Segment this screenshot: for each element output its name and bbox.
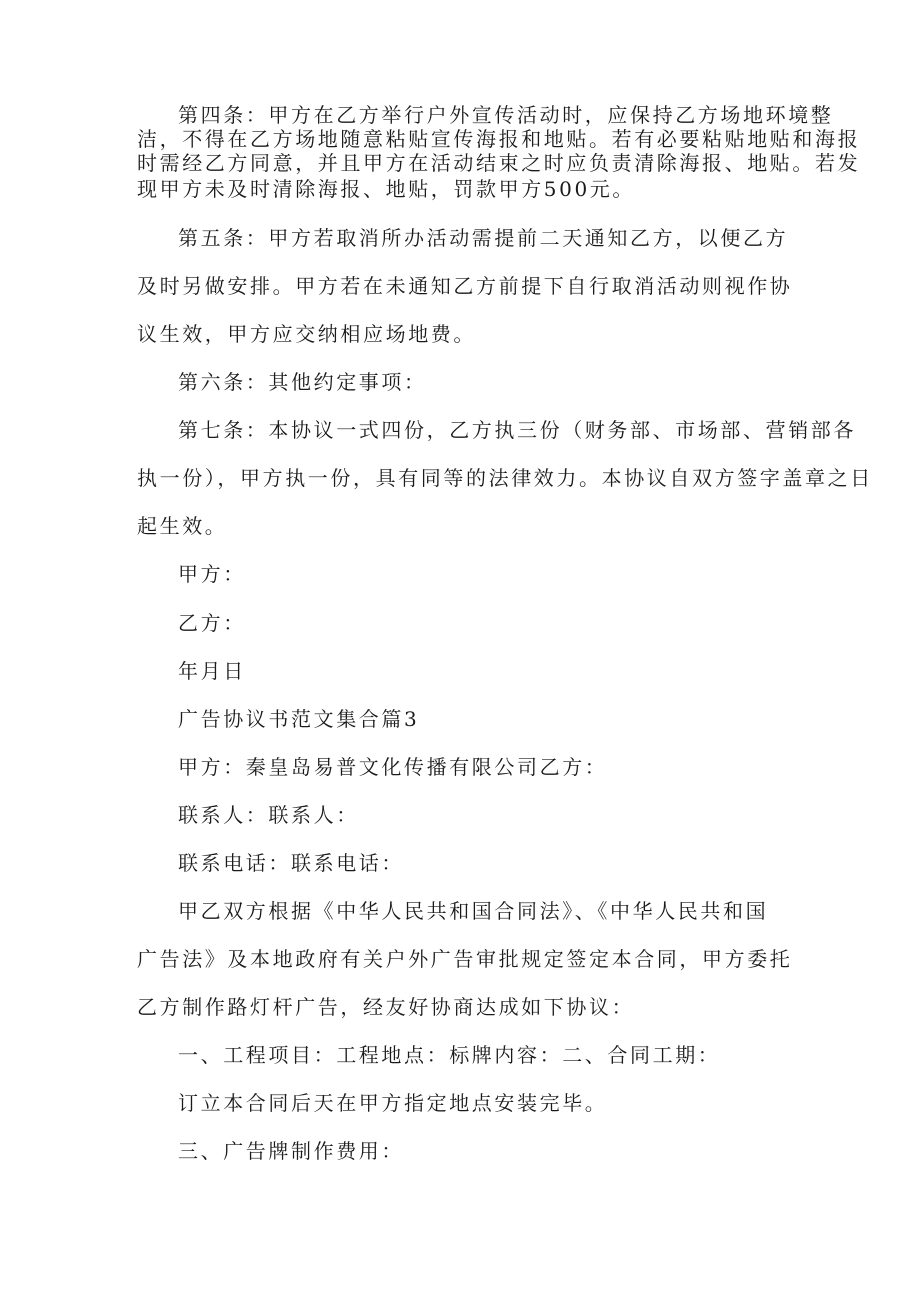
signature-date: 年月日 [178,659,246,683]
paragraph-line: 现甲方未及时清除海报、地贴，罚款甲方500元。 [137,177,635,201]
paragraph-line: 广告法》及本地政府有关户外广告审批规定签定本合同，甲方委托 [137,947,793,971]
contact-phone-line: 联系电话：联系电话： [178,851,404,875]
paragraph-line: 执一份），甲方执一份，具有同等的法律效力。本协议自双方签字盖章之日 [137,466,873,490]
paragraph-line: 第六条：其他约定事项： [178,370,427,394]
paragraph-line: 起生效。 [137,514,228,538]
paragraph-line: 第七条：本协议一式四份，乙方执三份（财务部、市场部、营销部各 [178,418,856,442]
paragraph-line: 第五条：甲方若取消所办活动需提前二天通知乙方，以便乙方 [178,226,789,250]
contact-person-line: 联系人：联系人： [178,803,359,827]
paragraph-line: 订立本合同后天在甲方指定地点安装完毕。 [178,1091,608,1115]
signature-party-a: 甲方： [178,562,246,586]
paragraph-line: 甲乙双方根据《中华人民共和国合同法》、《中华人民共和国 [178,899,769,923]
paragraph-line: 时需经乙方同意，并且甲方在活动结束之时应负责清除海报、地贴。若发 [137,151,861,175]
paragraph-line: 乙方制作路灯杆广告，经友好协商达成如下协议： [137,995,635,1019]
paragraph-line: 及时另做安排。甲方若在未通知乙方前提下自行取消活动则视作协 [137,274,793,298]
section-title: 广告协议书范文集合篇3 [178,707,420,731]
party-a-line: 甲方：秦皇岛易普文化传播有限公司乙方： [178,755,608,779]
paragraph-line: 议生效，甲方应交纳相应场地费。 [137,322,476,346]
paragraph-line: 一、工程项目：工程地点：标牌内容：二、合同工期： [178,1043,721,1067]
paragraph-line: 三、广告牌制作费用： [178,1139,404,1163]
paragraph-line: 第四条：甲方在乙方举行户外宣传活动时，应保持乙方场地环境整 [178,103,834,127]
signature-party-b: 乙方： [178,611,246,635]
paragraph-line: 洁，不得在乙方场地随意粘贴宣传海报和地贴。若有必要粘贴地贴和海报 [137,127,861,151]
